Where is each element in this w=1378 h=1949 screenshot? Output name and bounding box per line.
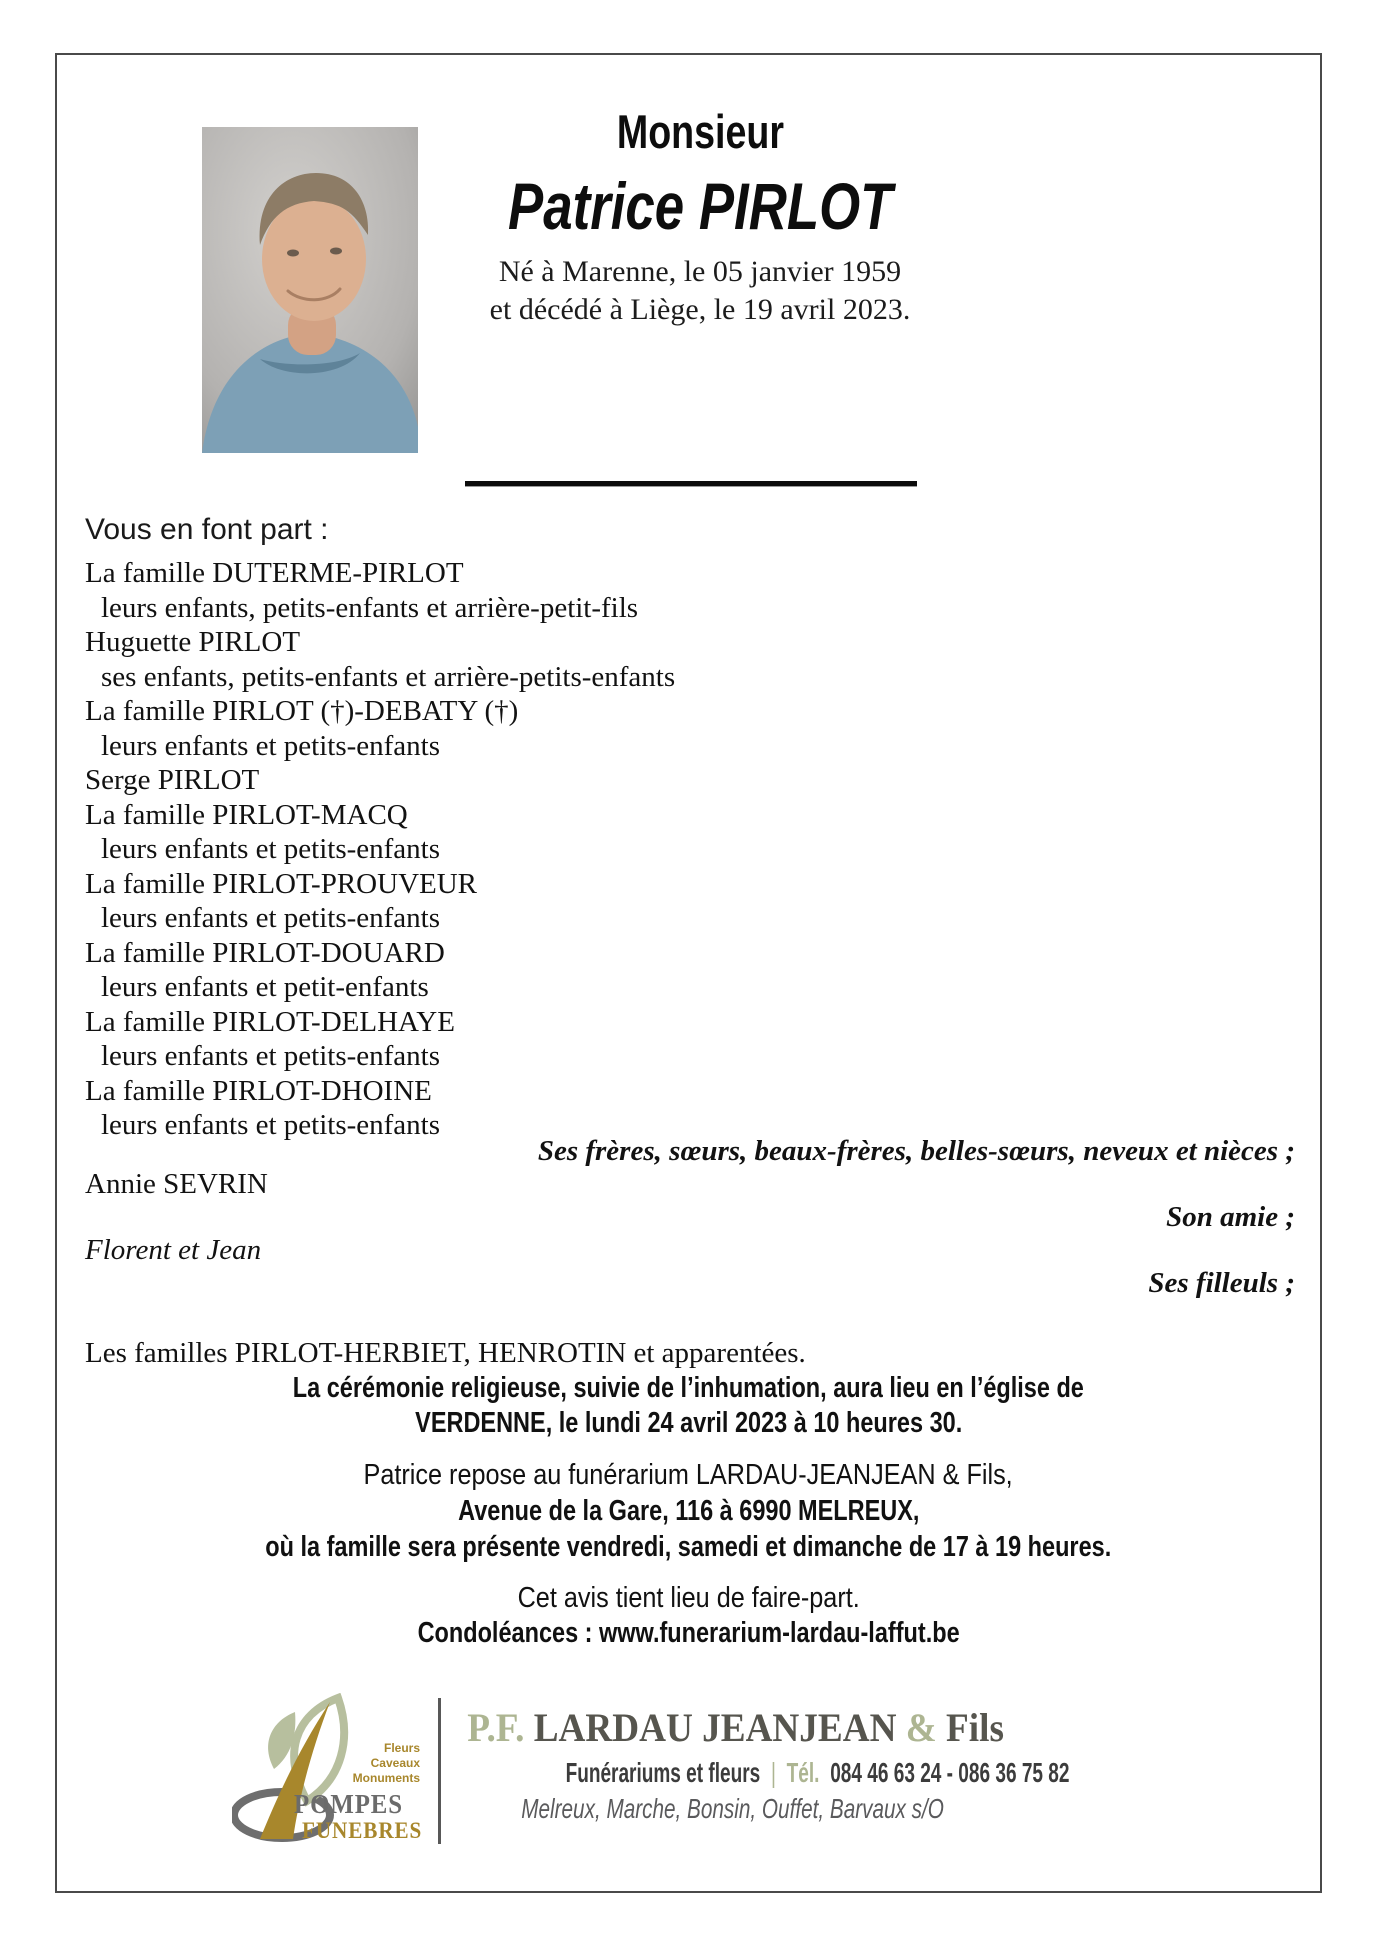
logo-service-monuments: Monuments xyxy=(352,1771,420,1785)
phone-label: Tél. xyxy=(786,1757,820,1788)
separator-bar: | xyxy=(770,1757,776,1788)
ceremony-block xyxy=(57,1371,1320,1441)
death-line: et décédé à Liège, le 19 avril 2023. xyxy=(489,293,911,326)
family-name: La famille PIRLOT-DELHAYE xyxy=(85,1005,455,1038)
horizontal-divider xyxy=(465,481,917,486)
family-sub: leurs enfants et petits-enfants xyxy=(101,902,441,934)
company-main-name: LARDAU JEANJEAN xyxy=(533,1705,897,1750)
family-name: Serge PIRLOT xyxy=(85,764,260,796)
family-sub: leurs enfants et petits-enfants xyxy=(101,833,441,865)
repose-block xyxy=(57,1457,1320,1565)
family-sub: leurs enfants, petits-enfants et arrière-petit-fils xyxy=(101,591,639,624)
footer-vertical-divider xyxy=(438,1698,441,1844)
company-block xyxy=(447,1705,1070,1825)
logo-services-list xyxy=(353,1741,420,1786)
family-list xyxy=(85,556,985,1143)
notice-line: Cet avis tient lieu de faire-part. xyxy=(517,1582,860,1614)
ceremony-line1: La cérémonie religieuse, suivie de l’inhumation, aura lieu en l’église de xyxy=(292,1372,1085,1404)
repose-visiting-hours: où la famille sera présente vendredi, samedi et dimanche de 17 à 19 heures. xyxy=(265,1531,1112,1563)
repose-address: Avenue de la Gare, 116 à 6990 MELREUX, xyxy=(457,1495,920,1527)
family-name: La famille PIRLOT-DOUARD xyxy=(85,936,445,969)
logo-service-fleurs: Fleurs xyxy=(383,1741,420,1755)
relation-godsons-names: Florent et Jean xyxy=(85,1234,262,1266)
family-sub: leurs enfants et petits-enfants xyxy=(101,729,441,762)
related-families-line: Les familles PIRLOT-HERBIET, HENROTIN et apparentées. xyxy=(85,1337,806,1369)
repose-line1: Patrice repose au funérarium LARDAU-JEANJEAN & Fils, xyxy=(363,1459,1014,1491)
family-name: La famille PIRLOT-PROUVEUR xyxy=(85,867,478,900)
family-name: La famille PIRLOT-DHOINE xyxy=(85,1074,432,1107)
family-sub: ses enfants, petits-enfants et arrière-petits-enfants xyxy=(101,660,676,693)
relation-siblings: Ses frères, sœurs, beaux-frères, belles-sœurs, neveux et nièces ; xyxy=(537,1135,1295,1167)
family-sub: leurs enfants et petits-enfants xyxy=(101,1040,441,1072)
condolences-line: Condoléances : www.funerarium-lardau-laffut.be xyxy=(417,1617,960,1649)
company-ampersand: & xyxy=(905,1705,937,1750)
family-sub: leurs enfants et petit-enfants xyxy=(101,971,429,1003)
company-prefix: P.F. xyxy=(467,1705,525,1750)
family-sub: leurs enfants et petits-enfants xyxy=(101,1109,441,1141)
family-name: La famille DUTERME-PIRLOT xyxy=(85,557,464,589)
company-services-phone xyxy=(566,1757,1070,1789)
relation-friend-name: Annie SEVRIN xyxy=(85,1168,268,1200)
family-name: La famille PIRLOT (†)-DEBATY (†) xyxy=(85,695,519,727)
phone-numbers: 084 46 63 24 - 086 36 75 82 xyxy=(830,1757,1070,1788)
family-name: La famille PIRLOT-MACQ xyxy=(85,798,408,831)
deceased-name: Patrice PIRLOT xyxy=(507,169,893,243)
title-prefix: Monsieur xyxy=(616,105,784,158)
page-border-frame xyxy=(55,53,1322,1893)
funeral-home-logo xyxy=(232,1693,444,1848)
ceremony-line2: VERDENNE, le lundi 24 avril 2023 à 10 heures 30. xyxy=(414,1407,963,1439)
relation-friend-label: Son amie ; xyxy=(1166,1201,1295,1233)
company-cities: Melreux, Marche, Bonsin, Ouffet, Barvaux s/O xyxy=(521,1793,944,1824)
birth-line: Né à Marenne, le 05 janvier 1959 xyxy=(498,255,902,288)
logo-word-funebres: FUNEBRES xyxy=(302,1818,423,1843)
logo-word-pompes: POMPES xyxy=(294,1789,404,1819)
company-services: Funérariums et fleurs xyxy=(565,1757,761,1788)
logo-service-caveaux: Caveaux xyxy=(370,1756,420,1770)
family-name: Huguette PIRLOT xyxy=(85,626,301,658)
company-name xyxy=(467,1705,1004,1751)
relation-godsons-label: Ses filleuls ; xyxy=(1148,1267,1295,1299)
company-suffix: Fils xyxy=(946,1705,1004,1750)
header-block xyxy=(340,107,1060,329)
notice-block xyxy=(57,1581,1320,1651)
intro-line: Vous en font part : xyxy=(85,513,329,546)
